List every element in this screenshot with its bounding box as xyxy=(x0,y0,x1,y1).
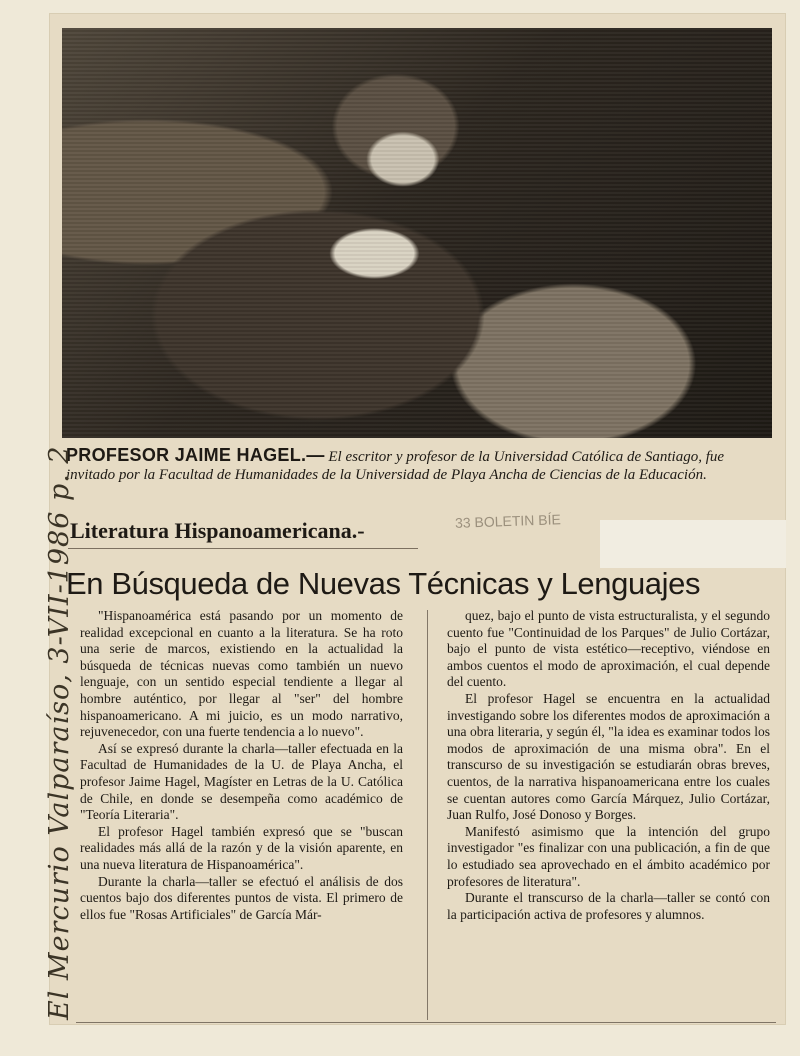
article-paragraph: El profesor Hagel se encuentra en la actualidad investigando sobre los diferentes modos de aproximación a una obra literaria, y según él, "la idea es examinar todos los modos de aproximación de una misma obra". En el transcurso de su investigación se estudiarán obras breves, cuentos, de la narrativa hispanoamericana entre los cuales se cuentan autores como García Márquez, Julio Cortázar, Juan Rulfo, José Donoso y Borges. xyxy=(447,690,770,823)
caption-text: El escritor y profesor de la Universidad Católica de Santiago, fue invitado por la Facultad de Humanidades de la Universidad de Playa Ancha de Ciencias de la Educación. xyxy=(66,449,725,483)
photo-caption xyxy=(66,446,774,484)
bottom-rule xyxy=(76,1022,776,1023)
paper-tab xyxy=(600,520,786,568)
article-paragraph: Durante la charla—taller se efectuó el análisis de dos cuentos bajo dos diferentes puntos de vista. El primero de ellos fue "Rosas Artificiales" de García Már- xyxy=(80,873,403,922)
portrait-photo xyxy=(62,28,772,438)
caption-name: PROFESOR JAIME HAGEL.— xyxy=(66,445,325,465)
stamp: 33 BOLETIN BÍE xyxy=(454,511,562,531)
article-paragraph: Así se expresó durante la charla—taller efectuada en la Facultad de Humanidades de la U. de Playa Ancha, el profesor Jaime Hagel, Magíster en Letras de la U. Católica de Chile, en donde se desempeña como académico de "Teoría Literaria". xyxy=(80,740,403,823)
section-rule xyxy=(68,548,418,549)
article-column-left xyxy=(80,608,403,923)
article-column-right xyxy=(447,608,770,923)
column-rule xyxy=(427,610,428,1020)
headline: En Búsqueda de Nuevas Técnicas y Lenguajes xyxy=(66,566,701,601)
section-title: Literatura Hispanoamericana.- xyxy=(70,518,365,543)
article-paragraph: Durante el transcurso de la charla—taller se contó con la participación activa de profesores y alumnos. xyxy=(447,890,770,922)
article-paragraph: Manifestó asimismo que la intención del grupo investigador "es finalizar con una publicación, a fin de que lo estudiado sea aprovechado en el ámbito académico por profesores de literatura". xyxy=(447,823,770,889)
article-paragraph: El profesor Hagel también expresó que se "buscan realidades más allá de la razón y de la visión aparente, en una nueva literatura de Hispanoamérica". xyxy=(80,823,403,872)
article-paragraph: "Hispanoamérica está pasando por un momento de realidad excepcional en cuanto a la literatura. Se ha roto una serie de marcos, existiendo en la actualidad la búsqueda de técnicas nuevas como también un nuevo lenguaje, con un sentido especial tendiente a llegar al hombre auténtico, por llegar al "ser" del hombre hispanoamericano. A mi juicio, es un modo narrativo, rejuvenecedor, con una fuerte tendencia a lo nuevo". xyxy=(80,608,403,740)
article-paragraph: quez, bajo el punto de vista estructuralista, y el segundo cuento fue "Continuidad de los Parques" de Julio Cortázar, bajo el punto de vista estético—receptivo, viéndose en ambos cuentos el modo de aproximación, el cual depende del cuento. xyxy=(447,608,770,690)
handwritten-source-note: El Mercurio Valparaíso, 3-VII-1986 p. 2 xyxy=(44,445,75,1020)
